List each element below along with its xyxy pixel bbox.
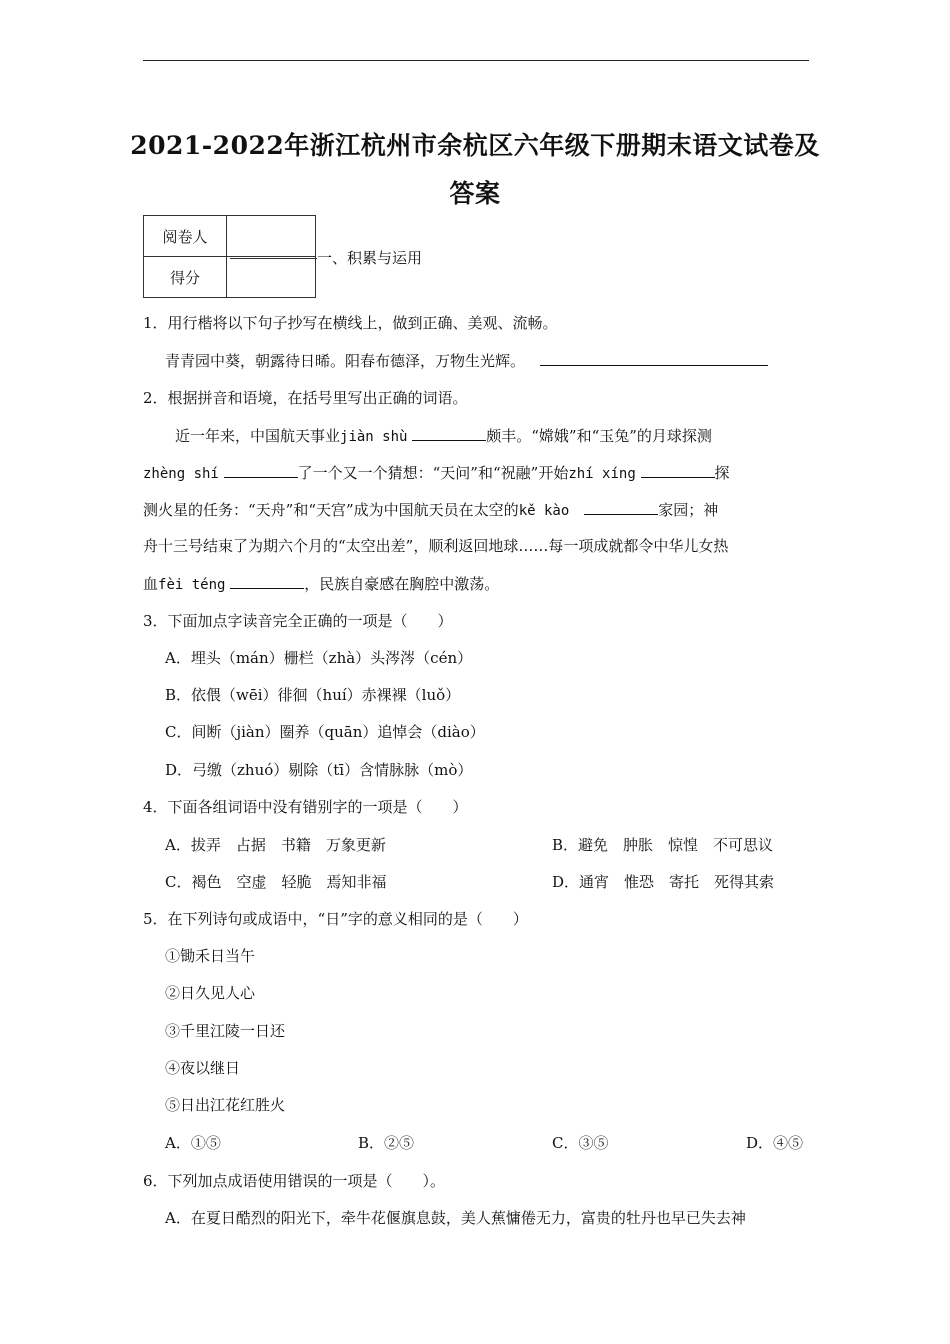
option-item[interactable]: B．依偎（wēi）徘徊（huí）赤裸裸（luǒ） — [165, 686, 461, 704]
list-item: ⑤日出江花红胜火 — [165, 1096, 286, 1114]
option-item[interactable]: D．弓缴（zhuó）剔除（tī）含情脉脉（mò） — [165, 761, 473, 779]
passage-text: 家园；神 — [658, 501, 719, 519]
option-item[interactable]: D．通宵 惟恐 寄托 死得其索 — [552, 873, 775, 891]
question-3-stem: 3．下面加点字读音完全正确的一项是（ ） — [143, 612, 453, 630]
list-item: ②日久见人心 — [165, 984, 256, 1002]
question-4-stem: 4．下面各组词语中没有错别字的一项是（ ） — [143, 798, 468, 816]
question-5-stem: 5．在下列诗句或成语中，“日”字的意义相同的是（ ） — [143, 910, 528, 928]
passage-text: 了一个又一个猜想：“天问”和“祝融”开始 — [297, 464, 569, 482]
answer-blank[interactable] — [412, 424, 486, 441]
option-item[interactable]: D．④⑤ — [746, 1134, 804, 1152]
option-item[interactable]: C．褐色 空虚 轻脆 焉知非福 — [165, 873, 387, 891]
answer-blank[interactable] — [584, 498, 658, 515]
passage-text: 探 — [714, 464, 730, 482]
question-1-sentence: 青青园中葵，朝露待日晞。阳春布德泽，万物生光辉。 — [165, 352, 526, 370]
passage-text: 舟十三号结束了为期六个月的“太空出差”，顺利返回地球……每一项成就都令中华儿女热 — [143, 537, 729, 555]
score-cell — [227, 257, 316, 298]
pinyin-hint: fèi téng — [158, 577, 226, 593]
option-item[interactable]: A．埋头（mán）栅栏（zhà）头涔涔（cén） — [165, 649, 473, 667]
question-1-text — [165, 349, 768, 371]
pinyin-hint: zhí xíng — [568, 466, 636, 482]
pinyin-hint: zhèng shí — [143, 466, 219, 482]
option-item[interactable]: C．间断（jiàn）圈养（quān）追悼会（diào） — [165, 723, 485, 741]
question-2-line — [143, 498, 809, 520]
answer-blank[interactable] — [230, 572, 304, 589]
page-title-continued: 答案 — [449, 179, 501, 208]
option-item[interactable]: C．③⑤ — [552, 1134, 609, 1152]
grader-label: 阅卷人 — [144, 216, 227, 257]
answer-blank[interactable] — [540, 349, 768, 366]
list-item: ①锄禾日当午 — [165, 947, 256, 965]
passage-text: 颇丰。“嫦娥”和“玉兔”的月球探测 — [486, 427, 712, 445]
list-item: ③千里江陵一日还 — [165, 1022, 286, 1040]
question-6-stem: 6．下列加点成语使用错误的一项是（ ）。 — [143, 1172, 446, 1190]
option-item[interactable]: A．①⑤ — [165, 1134, 221, 1152]
option-item[interactable]: B．②⑤ — [358, 1134, 415, 1152]
table-divider — [230, 258, 317, 259]
grader-table — [143, 215, 316, 298]
option-item[interactable]: A．在夏日酷烈的阳光下，牵牛花偃旗息鼓，美人蕉慵倦无力，富贵的牡丹也早已失去神 — [165, 1209, 746, 1227]
pinyin-hint: kě kào — [518, 503, 570, 519]
page-title: 2021-2022年浙江杭州市余杭区六年级下册期末语文试卷及 — [130, 131, 820, 160]
list-item: ④夜以继日 — [165, 1059, 241, 1077]
option-item[interactable]: B．避免 肿胀 惊惶 不可思议 — [552, 836, 774, 854]
question-2-line — [143, 461, 809, 483]
passage-text: ，民族自豪感在胸腔中激荡。 — [304, 575, 500, 593]
passage-text: 测火星的任务：“天舟”和“天宫”成为中国航天员在太空的 — [143, 501, 519, 519]
passage-text: 血 — [143, 575, 159, 593]
score-label: 得分 — [144, 257, 227, 298]
question-2-stem: 2．根据拼音和语境，在括号里写出正确的词语。 — [143, 389, 468, 407]
header-rule — [143, 60, 809, 61]
question-1-stem: 1．用行楷将以下句子抄写在横线上，做到正确、美观、流畅。 — [143, 314, 558, 332]
passage-text: 近一年来，中国航天事业 — [175, 427, 341, 445]
question-2-line — [143, 572, 499, 594]
grader-cell — [227, 216, 316, 257]
answer-blank[interactable] — [641, 461, 715, 478]
section-heading: 一、积累与运用 — [317, 249, 423, 267]
option-item[interactable]: A．拔弄 占据 书籍 万象更新 — [165, 836, 386, 854]
answer-blank[interactable] — [224, 461, 298, 478]
question-2-line — [143, 424, 809, 446]
pinyin-hint: jiàn shù — [340, 429, 408, 445]
